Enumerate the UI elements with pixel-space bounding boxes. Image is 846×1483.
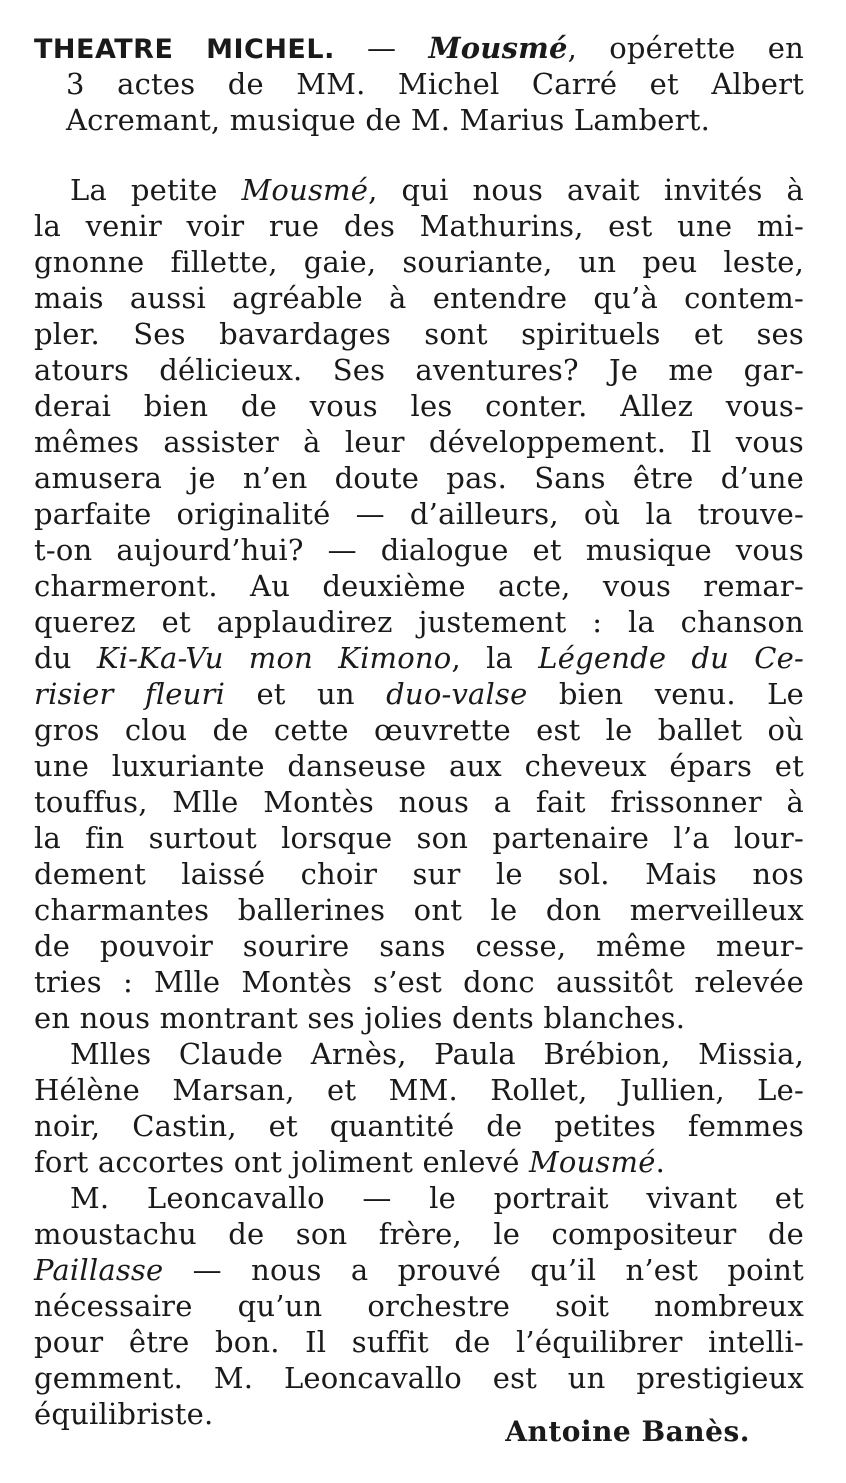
- p2-line-4: [34, 1144, 804, 1180]
- p1-line-2: la venir voir rue des Mathurins, est une mi-: [34, 209, 804, 243]
- header-text: , opérette en: [567, 31, 804, 65]
- p3-line-3: [34, 1252, 804, 1288]
- p1-line-6: atours délicieux. Ses aventures? Je me gar-: [34, 353, 804, 387]
- p1-line-12: charmeront. Au deuxième acte, vous remar-: [34, 569, 804, 603]
- p1-line-5: pler. Ses bavardages sont spirituels et ses: [34, 317, 804, 351]
- p1-line-3: gnonne fillette, gaie, souriante, un peu leste,: [34, 245, 804, 279]
- p1-line-20: dement laissé choir sur le sol. Mais nos: [34, 857, 804, 891]
- p1-line-4: mais aussi agréable à entendre qu’à contem-: [34, 281, 804, 315]
- play-title: Mousmé: [428, 31, 568, 65]
- italic-opera-title: Paillasse: [34, 1253, 164, 1287]
- p1-line-23: tries : Mlle Montès s’est donc aussitôt relevée: [34, 965, 804, 999]
- p1-line-14: [34, 640, 804, 676]
- text-run: .: [655, 1145, 665, 1179]
- p1-line-18: touffus, Mlle Montès nous a fait frissonner à: [34, 785, 804, 819]
- text-run: fort accortes ont joliment enlevé: [34, 1145, 529, 1179]
- italic-song-title: Ki-Ka-Vu mon Kimono: [96, 641, 452, 675]
- p1-line-16: gros clou de cette œuvrette est le ballet où: [34, 713, 804, 747]
- p2-line-2: Hélène Marsan, et MM. Rollet, Jullien, Le-: [34, 1073, 804, 1107]
- header-line-1: [34, 30, 804, 68]
- venue-name: THEATRE MICHEL.: [34, 34, 335, 65]
- p1-line-24: en nous montrant ses jolies dents blanches.: [34, 1001, 686, 1035]
- text-run: La petite: [70, 173, 242, 207]
- author-signature: Antoine Banès.: [505, 1415, 750, 1448]
- text-run: , la: [451, 641, 539, 675]
- p1-line-10: parfaite originalité — d’ailleurs, où la trouve-: [34, 497, 804, 531]
- italic-title: Mousmé: [241, 173, 369, 207]
- text-run: bien venu. Le: [527, 677, 804, 711]
- text-run: , qui nous avait invités à: [368, 173, 804, 207]
- p1-line-19: la fin surtout lorsque son partenaire l’a lour-: [34, 821, 804, 855]
- p2-line-1: Mlles Claude Arnès, Paula Brébion, Missia,: [70, 1037, 804, 1071]
- p2-line-3: noir, Castin, et quantité de petites femmes: [34, 1109, 804, 1143]
- text-run: du: [34, 641, 97, 675]
- p1-line-9: amusera je n’en doute pas. Sans être d’une: [34, 461, 804, 495]
- p1-line-17: une luxuriante danseuse aux cheveux épars et: [34, 749, 804, 783]
- italic-song-title: risier fleuri: [34, 677, 226, 711]
- p1-line-21: charmantes ballerines ont le don merveilleux: [34, 893, 804, 927]
- text-run: et un: [225, 677, 387, 711]
- p3-line-5: pour être bon. Il suffit de l’équilibrer intelli-: [34, 1325, 804, 1359]
- p1-line-11: t-on aujourd’hui? — dialogue et musique vous: [34, 533, 804, 567]
- header-dash: —: [334, 31, 429, 65]
- p3-line-6: gemment. M. Leoncavallo est un prestigieux: [34, 1361, 804, 1395]
- p1-line-7: derai bien de vous les conter. Allez vous-: [34, 389, 804, 423]
- p1-line-22: de pouvoir sourire sans cesse, même meur-: [34, 929, 804, 963]
- p1-line-15: [34, 676, 804, 712]
- italic-song-title: Légende du Ce-: [538, 641, 804, 675]
- p3-line-2: moustachu de son frère, le compositeur de: [34, 1217, 804, 1251]
- p3-line-4: nécessaire qu’un orchestre soit nombreux: [34, 1289, 804, 1323]
- p1-line-13: querez et applaudirez justement : la chanson: [34, 605, 804, 639]
- p1-line-1: [70, 172, 804, 208]
- italic-song-title: duo-valse: [386, 677, 528, 711]
- header-line-3: Acremant, musique de M. Marius Lambert.: [66, 103, 711, 137]
- p3-line-7: équilibriste.: [34, 1397, 214, 1431]
- p1-line-8: mêmes assister à leur développement. Il vous: [34, 425, 804, 459]
- header-line-2: 3 actes de MM. Michel Carré et Albert: [66, 67, 804, 101]
- italic-title: Mousmé: [529, 1145, 656, 1179]
- p3-line-1: M. Leoncavallo — le portrait vivant et: [70, 1181, 804, 1215]
- text-run: — nous a prouvé qu’il n’est point: [163, 1253, 804, 1287]
